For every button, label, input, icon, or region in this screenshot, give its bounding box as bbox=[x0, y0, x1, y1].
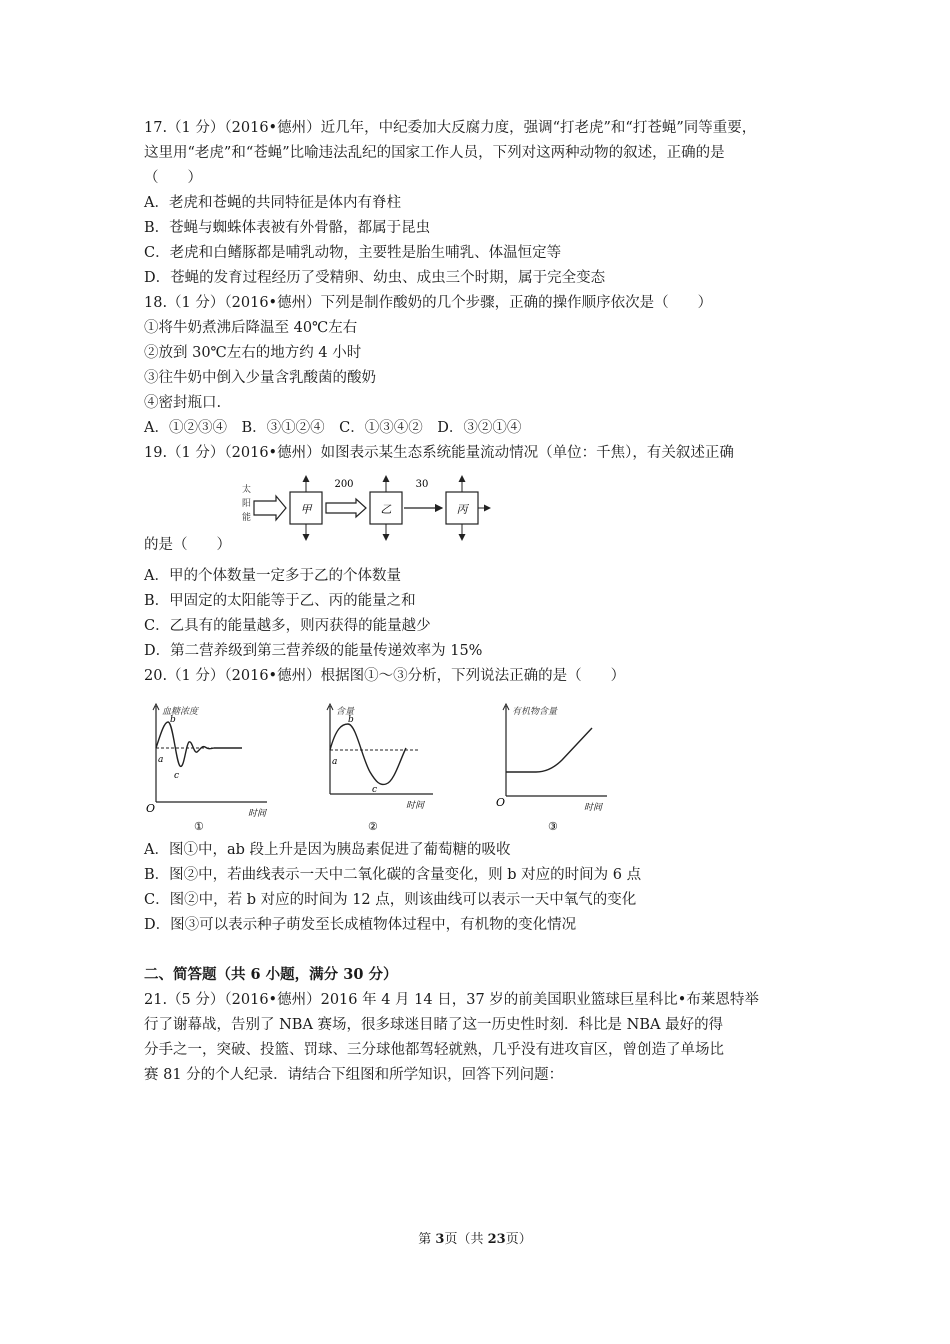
q19-option-c: C．乙具有的能量越多，则丙获得的能量越少 bbox=[144, 618, 431, 634]
graph2-point-b: b bbox=[348, 715, 354, 725]
flow-ab-arrow bbox=[326, 499, 366, 517]
graph-3-organic-matter bbox=[492, 700, 612, 835]
energy-flow-diagram bbox=[238, 472, 498, 546]
q17-stem-line1: 17.（1 分）（2016•德州）近几年，中纪委加大反腐力度，强调“打老虎”和“打苍蝇”同等重要， bbox=[144, 120, 757, 136]
q17-option-b: B．苍蝇与蜘蛛体表被有外骨骼，都属于昆虫 bbox=[144, 220, 431, 236]
q17-stem-line3: （ ） bbox=[144, 170, 202, 186]
page-footer bbox=[0, 1228, 950, 1247]
sun-label-char2: 阳 bbox=[242, 499, 252, 509]
q19-stem-line2: 的是（ ） bbox=[144, 537, 231, 553]
q17-option-a: A．老虎和苍蝇的共同特征是体内有脊柱 bbox=[144, 195, 401, 211]
q18-stem: 18.（1 分）（2016•德州）下列是制作酸奶的几个步骤，正确的操作顺序依次是（ ） bbox=[144, 295, 713, 311]
q19-option-a: A．甲的个体数量一定多于乙的个体数量 bbox=[144, 568, 401, 584]
footer-mid: 页（共 bbox=[444, 1232, 488, 1247]
graph2-point-c: c bbox=[372, 785, 378, 795]
flow-ab-label: 200 bbox=[334, 479, 354, 490]
graph2-point-a: a bbox=[332, 757, 338, 767]
graph-2-content bbox=[318, 700, 438, 835]
q20-option-c: C．图②中，若 b 对应的时间为 12 点，则该曲线可以表示一天中氧气的变化 bbox=[144, 892, 637, 908]
node-a-label: 甲 bbox=[300, 503, 312, 516]
footer-total-pages: 23 bbox=[487, 1232, 506, 1247]
q21-line4: 赛 81 分的个人纪录．请结合下组图和所学知识，回答下列问题： bbox=[144, 1067, 564, 1083]
graph2-curve bbox=[330, 724, 406, 785]
graph1-curve bbox=[156, 722, 242, 766]
graph1-origin: O bbox=[146, 802, 156, 815]
graph2-label: ② bbox=[368, 820, 378, 833]
q20-option-a: A．图①中，ab 段上升是因为胰岛素促进了葡萄糖的吸收 bbox=[144, 842, 511, 858]
sun-input-arrow bbox=[254, 496, 286, 520]
graph2-ylabel: 含量 bbox=[336, 707, 355, 717]
graph1-xlabel: 时间 bbox=[248, 809, 267, 819]
flow-bc-label: 30 bbox=[415, 479, 429, 490]
graph2-xlabel: 时间 bbox=[406, 801, 425, 811]
footer-post: 页） bbox=[505, 1232, 532, 1247]
graph1-point-a: a bbox=[158, 755, 164, 765]
q20-stem: 20.（1 分）（2016•德州）根据图①～③分析，下列说法正确的是（ ） bbox=[144, 668, 626, 684]
q19-option-b: B．甲固定的太阳能等于乙、丙的能量之和 bbox=[144, 593, 416, 609]
graph3-curve bbox=[506, 728, 592, 772]
graph3-label: ③ bbox=[548, 820, 558, 833]
q21-line3: 分手之一，突破、投篮、罚球、三分球他都驾轻就熟，几乎没有进攻盲区，曾创造了单场比 bbox=[144, 1042, 724, 1058]
q17-stem-line2: 这里用“老虎”和“苍蝇”比喻违法乱纪的国家工作人员，下列对这两种动物的叙述，正确的是 bbox=[144, 145, 725, 161]
graph1-label: ① bbox=[194, 820, 204, 833]
graph1-point-b: b bbox=[170, 715, 176, 725]
q21-line2: 行了谢幕战，告别了 NBA 赛场，很多球迷目睹了这一历史性时刻．科比是 NBA 最好的得 bbox=[144, 1017, 724, 1033]
q20-option-d: D．图③可以表示种子萌发至长成植物体过程中，有机物的变化情况 bbox=[144, 917, 577, 933]
graph3-ylabel: 有机物含量 bbox=[512, 707, 558, 717]
sun-label-char3: 能 bbox=[242, 513, 252, 523]
section-heading: 二、简答题（共 6 小题，满分 30 分） bbox=[144, 966, 398, 983]
q21-line1: 21.（5 分）（2016•德州）2016 年 4 月 14 日，37 岁的前美国职业篮球巨星科比•布莱恩特举 bbox=[144, 992, 759, 1008]
q18-step-3: ③往牛奶中倒入少量含乳酸菌的酸奶 bbox=[144, 370, 376, 386]
q18-step-2: ②放到 30℃左右的地方约 4 小时 bbox=[144, 345, 362, 361]
graph3-xlabel: 时间 bbox=[584, 803, 603, 813]
q17-option-d: D．苍蝇的发育过程经历了受精卵、幼虫、成虫三个时期，属于完全变态 bbox=[144, 270, 606, 286]
graph3-origin: O bbox=[496, 796, 506, 809]
node-b-label: 乙 bbox=[380, 503, 392, 516]
q17-option-c: C．老虎和白鳍豚都是哺乳动物，主要牲是胎生哺乳、体温恒定等 bbox=[144, 245, 562, 261]
node-c-label: 丙 bbox=[456, 503, 468, 516]
q18-options: A．①②③④ B．③①②④ C．①③④② D．③②①④ bbox=[144, 420, 522, 436]
footer-page-number: 3 bbox=[435, 1232, 445, 1247]
q18-step-1: ①将牛奶煮沸后降温至 40℃左右 bbox=[144, 320, 358, 336]
q19-stem: 19.（1 分）（2016•德州）如图表示某生态系统能量流动情况（单位：千焦），有关叙述正确 bbox=[144, 445, 734, 461]
graph1-point-c: c bbox=[174, 771, 180, 781]
graph1-ylabel: 血糖浓度 bbox=[162, 707, 199, 717]
q20-option-b: B．图②中，若曲线表示一天中二氧化碳的含量变化，则 b 对应的时间为 6 点 bbox=[144, 867, 642, 883]
sun-label-char1: 太 bbox=[242, 485, 252, 495]
graph-1-blood-glucose bbox=[142, 700, 272, 835]
q18-step-4: ④密封瓶口. bbox=[144, 395, 222, 411]
q19-option-d: D．第二营养级到第三营养级的能量传递效率为 15% bbox=[144, 643, 483, 659]
footer-pre: 第 bbox=[418, 1232, 436, 1247]
